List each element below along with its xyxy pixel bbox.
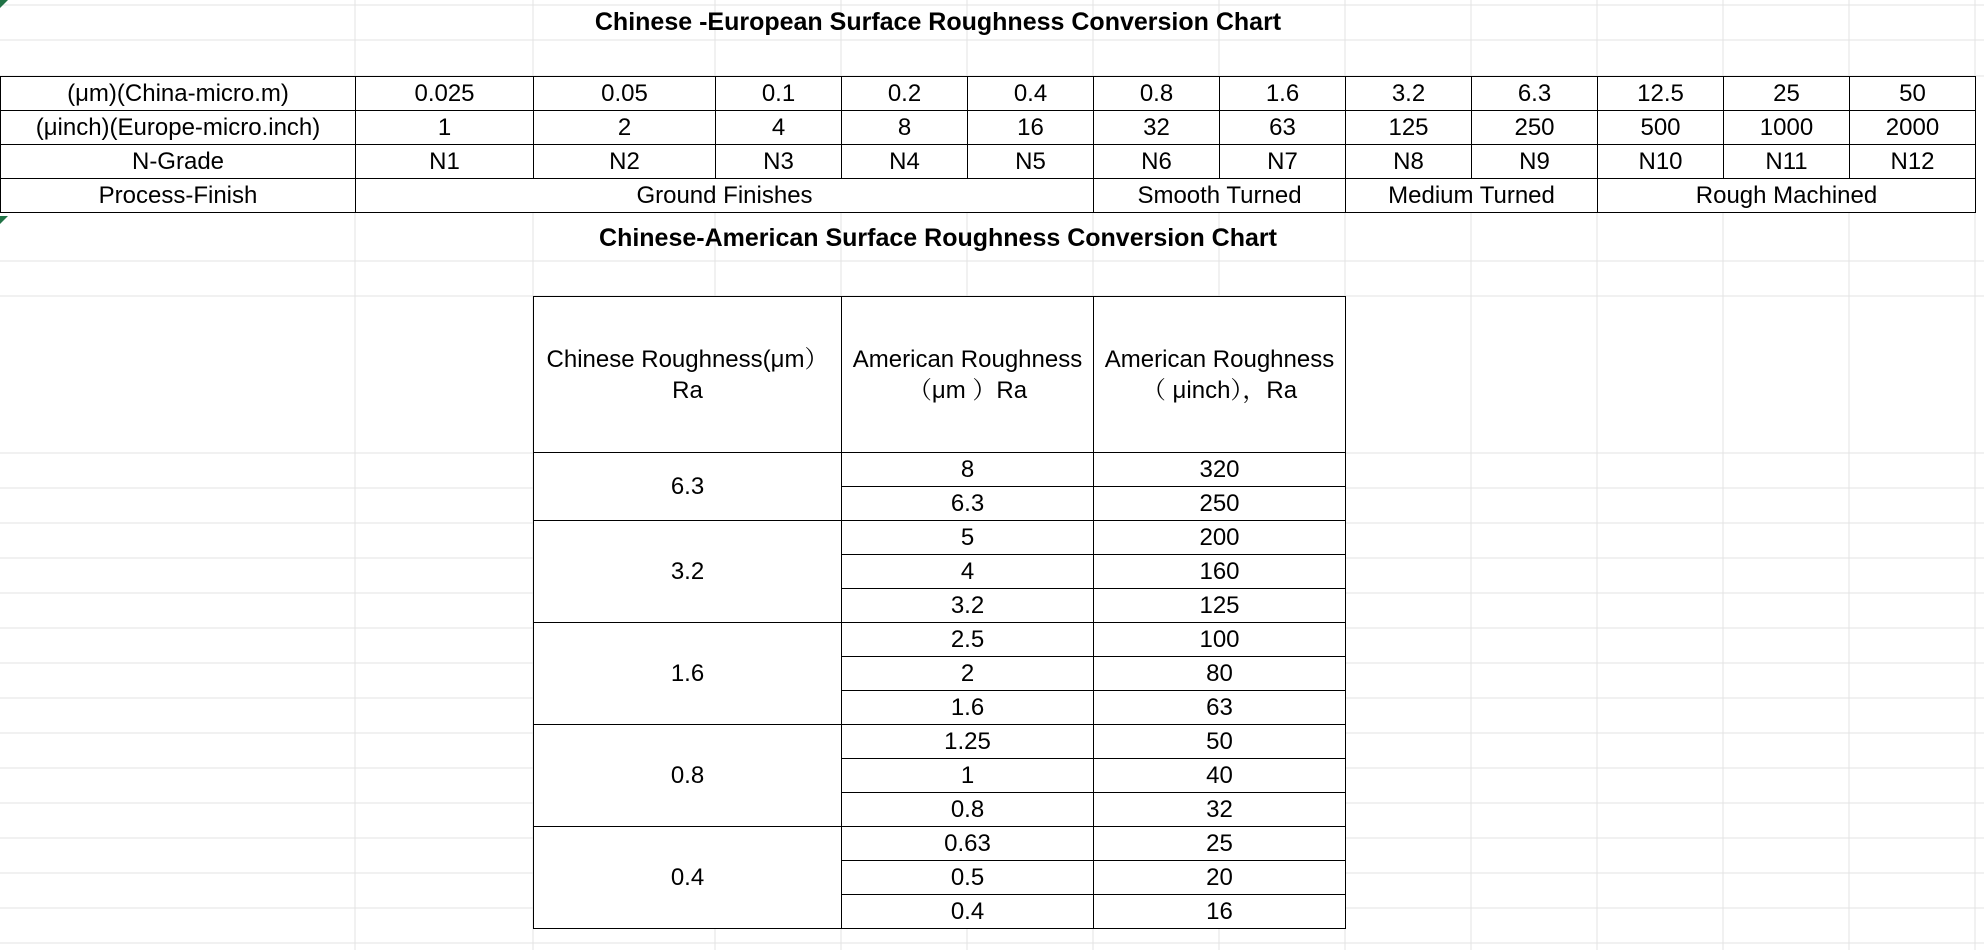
- table-cell: N7: [1220, 145, 1346, 179]
- header-american-um-line2: （μm ）Ra: [907, 376, 1028, 404]
- american-um-cell: 0.5: [842, 861, 1094, 895]
- american-conversion-table: [533, 296, 1346, 929]
- american-um-cell: 1: [842, 759, 1094, 793]
- table-row: [534, 623, 1346, 657]
- table-cell: 3.2: [1346, 77, 1472, 111]
- table-cell: 4: [716, 111, 842, 145]
- table-cell: 2000: [1850, 111, 1976, 145]
- table-cell: 1.6: [1220, 77, 1346, 111]
- table-cell: N5: [968, 145, 1094, 179]
- table-row: [534, 827, 1346, 861]
- table-cell: 0.8: [1094, 77, 1220, 111]
- header-american-um-line1: American Roughness: [852, 345, 1083, 373]
- american-um-cell: 6.3: [842, 487, 1094, 521]
- table-cell: 0.05: [534, 77, 716, 111]
- american-uinch-cell: 320: [1094, 453, 1346, 487]
- american-um-cell: 0.4: [842, 895, 1094, 929]
- table-cell: 250: [1472, 111, 1598, 145]
- american-uinch-cell: 80: [1094, 657, 1346, 691]
- header-chinese-line2: Ra: [672, 376, 703, 404]
- table-cell: 1000: [1724, 111, 1850, 145]
- american-um-cell: 3.2: [842, 589, 1094, 623]
- american-chart-title: Chinese-American Surface Roughness Conversion Chart: [599, 224, 1277, 252]
- american-um-cell: 0.63: [842, 827, 1094, 861]
- american-um-cell: 2: [842, 657, 1094, 691]
- table-row: [1, 111, 1976, 145]
- cell-marker-mid: [0, 216, 8, 224]
- european-chart-title: Chinese -European Surface Roughness Conversion Chart: [594, 8, 1282, 36]
- chinese-roughness-cell: 0.8: [534, 725, 842, 827]
- process-group-cell: Rough Machined: [1598, 179, 1976, 213]
- american-uinch-cell: 25: [1094, 827, 1346, 861]
- table-cell: N9: [1472, 145, 1598, 179]
- table-cell: N3: [716, 145, 842, 179]
- american-uinch-cell: 20: [1094, 861, 1346, 895]
- process-finish-row: [1, 179, 1976, 213]
- american-uinch-cell: 40: [1094, 759, 1346, 793]
- header-american-uinch: [1094, 297, 1346, 453]
- table-cell: 0.4: [968, 77, 1094, 111]
- american-um-cell: 4: [842, 555, 1094, 589]
- row-label: N-Grade: [1, 145, 356, 179]
- table-cell: 50: [1850, 77, 1976, 111]
- american-uinch-cell: 250: [1094, 487, 1346, 521]
- table-cell: N11: [1724, 145, 1850, 179]
- table-cell: 0.2: [842, 77, 968, 111]
- american-uinch-cell: 200: [1094, 521, 1346, 555]
- table-cell: N8: [1346, 145, 1472, 179]
- table-cell: N4: [842, 145, 968, 179]
- table-cell: 1: [356, 111, 534, 145]
- header-chinese-roughness: [534, 297, 842, 453]
- header-chinese-line1: Chinese Roughness(μm）: [546, 345, 829, 373]
- table-cell: N2: [534, 145, 716, 179]
- american-uinch-cell: 160: [1094, 555, 1346, 589]
- table-cell: 500: [1598, 111, 1724, 145]
- header-american-uinch-line2: （ μinch），Ra: [1141, 376, 1298, 404]
- american-um-cell: 5: [842, 521, 1094, 555]
- table-cell: N10: [1598, 145, 1724, 179]
- table-cell: 32: [1094, 111, 1220, 145]
- table-cell: N6: [1094, 145, 1220, 179]
- table-cell: N1: [356, 145, 534, 179]
- table-row: [534, 453, 1346, 487]
- table-row: [1, 145, 1976, 179]
- chinese-roughness-cell: 6.3: [534, 453, 842, 521]
- american-uinch-cell: 32: [1094, 793, 1346, 827]
- european-conversion-table: [0, 76, 1976, 213]
- header-american-uinch-line1: American Roughness: [1104, 345, 1335, 373]
- american-um-cell: 1.6: [842, 691, 1094, 725]
- table-cell: 0.025: [356, 77, 534, 111]
- american-um-cell: 2.5: [842, 623, 1094, 657]
- table-cell: 2: [534, 111, 716, 145]
- row-label: Process-Finish: [1, 179, 356, 213]
- table-cell: 12.5: [1598, 77, 1724, 111]
- table-row: [1, 77, 1976, 111]
- american-um-cell: 1.25: [842, 725, 1094, 759]
- table-cell: 0.1: [716, 77, 842, 111]
- process-group-cell: Smooth Turned: [1094, 179, 1346, 213]
- table-cell: N12: [1850, 145, 1976, 179]
- american-um-cell: 0.8: [842, 793, 1094, 827]
- table-row: [534, 521, 1346, 555]
- american-header-row: [534, 297, 1346, 453]
- table-cell: 8: [842, 111, 968, 145]
- table-row: [534, 725, 1346, 759]
- header-american-um: [842, 297, 1094, 453]
- table-cell: 6.3: [1472, 77, 1598, 111]
- american-um-cell: 8: [842, 453, 1094, 487]
- process-group-cell: Medium Turned: [1346, 179, 1598, 213]
- chinese-roughness-cell: 1.6: [534, 623, 842, 725]
- row-label: (μinch)(Europe-micro.inch): [1, 111, 356, 145]
- table-cell: 16: [968, 111, 1094, 145]
- cell-marker-top: [0, 0, 8, 8]
- american-uinch-cell: 16: [1094, 895, 1346, 929]
- american-uinch-cell: 63: [1094, 691, 1346, 725]
- american-uinch-cell: 50: [1094, 725, 1346, 759]
- process-group-cell: Ground Finishes: [356, 179, 1094, 213]
- table-cell: 25: [1724, 77, 1850, 111]
- table-cell: 125: [1346, 111, 1472, 145]
- american-uinch-cell: 100: [1094, 623, 1346, 657]
- table-cell: 63: [1220, 111, 1346, 145]
- american-uinch-cell: 125: [1094, 589, 1346, 623]
- row-label: (μm)(China-micro.m): [1, 77, 356, 111]
- chinese-roughness-cell: 3.2: [534, 521, 842, 623]
- chinese-roughness-cell: 0.4: [534, 827, 842, 929]
